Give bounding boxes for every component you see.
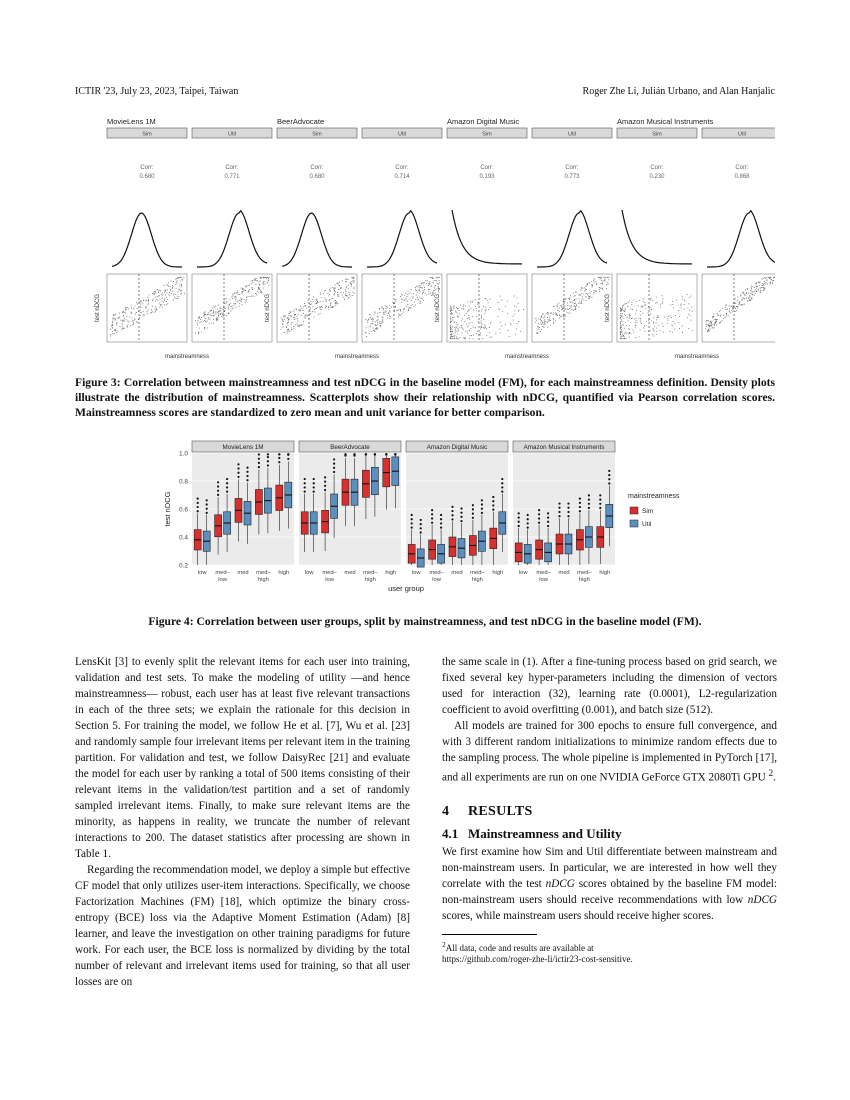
footnote-mark: 2	[442, 939, 446, 949]
fig3-xlabel: mainstreamness	[674, 354, 720, 360]
fig4-outlier	[440, 527, 442, 529]
fig4-xtick: high	[471, 577, 483, 583]
paragraph	[442, 844, 777, 924]
fig4-legend-swatch-sim	[630, 507, 638, 514]
fig4-outlier	[492, 496, 494, 498]
figure-3-caption: Figure 3: Correlation between mainstreamness and test nDCG in the baseline model (FM), for each mainstreamness definition. Density plots illustrate the distribution of mainstreamness. Scatterplots show their relationship with nDCG, quantified via Pearson correlation scores. Mainstreamness scores are standardized to zero mean and unit variance for better comparison.	[75, 376, 775, 419]
footnote	[442, 939, 777, 966]
fig4-outlier	[527, 518, 529, 520]
fig4-outlier	[579, 498, 581, 500]
fig3-corr-label: Corr:	[480, 165, 494, 171]
fig3-density-curve	[197, 211, 267, 267]
fig4-outlier	[217, 490, 219, 492]
fig4-outlier	[287, 453, 289, 455]
fig4-outlier	[304, 486, 306, 488]
fig4-xtick: low	[432, 577, 441, 583]
figure-4-caption: Figure 4: Correlation between user groups, split by mainstreamness, and test nDCG in the baseline model (FM).	[148, 615, 702, 628]
fig4-outlier	[420, 523, 422, 525]
fig4-xtick: low	[539, 577, 548, 583]
fig4-outlier	[481, 512, 483, 514]
paragraph: Regarding the recommendation model, we deploy a simple but effective CF model that only utilizes user-item interactions. Specifically, we choose Factorization Machines (FM) [18], which optimize the binary cross-entropy (BCE) loss via the Adaptive Moment Estimation (Adam) [8] learner, and leave the investigation on other training paradigms for future work. For each user, the BCE loss is normalized by dividing by the total number of relevant and irrelevant items used for training, so that all user losses are on	[75, 864, 410, 988]
fig4-outlier	[420, 519, 422, 521]
fig4-outlier	[333, 463, 335, 465]
fig4-outlier	[481, 508, 483, 510]
fig4-legend-label: Sim	[642, 508, 654, 515]
fig4-outlier	[374, 453, 376, 455]
fig4-facet	[299, 441, 401, 583]
fig4-outlier	[197, 498, 199, 500]
fig3-density-curve	[452, 210, 522, 264]
fig3-corr-value: 0.230	[649, 174, 665, 180]
fig4-outlier	[608, 474, 610, 476]
fig4-outlier	[313, 478, 315, 480]
fig4-outlier	[333, 471, 335, 473]
fig4-outlier	[472, 504, 474, 506]
fig4-outlier	[440, 522, 442, 524]
fig4-xtick: high	[278, 570, 290, 576]
fig3-panel	[605, 117, 775, 360]
fig4-outlier	[588, 498, 590, 500]
subsection-title: Mainstreamness and Utility	[468, 825, 622, 841]
fig4-outlier	[472, 517, 474, 519]
fig4-xtick: low	[325, 577, 334, 583]
fig3-scatter-frame	[532, 274, 612, 342]
fig4-outlier	[451, 510, 453, 512]
fig4-outlier	[558, 502, 560, 504]
fig3-strip-label: Util	[398, 131, 406, 138]
fig3-ylabel: test nDCG	[95, 293, 101, 323]
fig3-strip-label: Util	[228, 131, 236, 138]
fig3-corr-value: 0.868	[734, 174, 750, 180]
fig4-outlier	[411, 518, 413, 520]
fig4-xtick: high	[492, 570, 504, 576]
fig4-outlier	[501, 491, 503, 493]
fig4-outlier	[431, 517, 433, 519]
fig4-xtick: med–	[429, 570, 444, 576]
fig4-ytick: 1.0	[178, 450, 188, 458]
fig4-outlier	[324, 489, 326, 491]
fig4-outlier	[304, 478, 306, 480]
fig4-outlier	[538, 509, 540, 511]
fig4-outlier	[460, 507, 462, 509]
fig4-outlier	[431, 509, 433, 511]
fig4-outlier	[431, 522, 433, 524]
fig3-panel-title: Amazon Musical Instruments	[617, 117, 714, 126]
fig4-xtick: low	[197, 570, 207, 576]
fig4-outlier	[267, 464, 269, 466]
fig4-outlier	[431, 513, 433, 515]
section-title: RESULTS	[468, 803, 533, 819]
fig4-outlier	[344, 453, 346, 455]
fig4-outlier	[226, 482, 228, 484]
fig4-outlier	[547, 516, 549, 518]
fig4-xlabel: user group	[388, 584, 424, 593]
fig4-facet-title: Amazon Digital Music	[426, 444, 488, 451]
fig4-outlier	[579, 510, 581, 512]
fig4-xtick: med–	[470, 570, 485, 576]
footnote-text: All data, code and results are available at	[445, 942, 594, 953]
figure-4	[160, 435, 690, 605]
fig3-corr-value: 0.193	[479, 174, 495, 180]
fig4-outlier	[411, 522, 413, 524]
fig3-strip-label: Sim	[312, 131, 322, 138]
fig4-outlier	[333, 458, 335, 460]
fig4-facet	[513, 441, 615, 583]
fig4-outlier	[451, 506, 453, 508]
fig4-outlier	[547, 525, 549, 527]
fig4-outlier	[217, 485, 219, 487]
fig3-density-curve	[367, 211, 437, 267]
paragraph-text: All models are trained for 300 epochs to ensure full convergence, and with 3 different random initializations to minimize random effects due to the sampling process. The whole pipeline is implemented in PyTorch [17], and all experiments are run on one NVIDIA GeForce GTX 2080Ti GPU	[442, 720, 777, 784]
fig4-outlier	[237, 472, 239, 474]
fig4-outlier	[278, 457, 280, 459]
fig3-corr-value: 0.714	[394, 174, 410, 180]
fig4-outlier	[324, 476, 326, 478]
fig4-outlier	[313, 491, 315, 493]
fig4-ytick: 0.6	[178, 506, 188, 514]
fig4-outlier	[258, 462, 260, 464]
fig4-outlier	[492, 509, 494, 511]
fig3-scatter-frame	[447, 274, 527, 342]
fig4-outlier	[567, 502, 569, 504]
fig4-xtick: med–	[577, 570, 592, 576]
fig4-xtick: med–	[256, 570, 271, 576]
fig4-outlier	[579, 502, 581, 504]
fig3-strip-label: Util	[738, 131, 746, 138]
fig4-outlier	[246, 479, 248, 481]
fig3-ylabel: test nDCG	[605, 293, 611, 323]
left-column	[75, 654, 410, 990]
fig4-xtick: high	[257, 577, 269, 583]
fig4-outlier	[197, 506, 199, 508]
fig4-xtick: med	[237, 570, 249, 576]
fig4-outlier	[324, 481, 326, 483]
fig4-outlier	[472, 508, 474, 510]
fig4-xtick: high	[385, 570, 397, 576]
fig4-outlier	[518, 521, 520, 523]
fig4-outlier	[313, 486, 315, 488]
paragraph: LensKit [3] to evenly split the relevant items for each user into training, validation and test sets. To make the modeling of utility —and hence mainstreamness— robust, each user has at least five relevant transactions in each of the three sets; we explain the rationale for this decision in Section 5. For training the model, we follow He et al. [7], Wu et al. [23] and randomly sample four irrelevant items per relevant item in the training partition. For validation and test, we follow DaisyRec [21] and evaluate the model for each user by ranking a total of 500 items consisting of their relevant items in the validation/test partition and a set of randomly sampled irrelevant items. Finally, to make sure relevant items are the minority, as happens in reality, we truncate the number of relevant interactions to 200. The dataset statistics after processing are shown in Table 1.	[75, 656, 410, 860]
fig4-outlier	[420, 531, 422, 533]
footnote-link[interactable]: https://github.com/roger-zhe-li/ictir23-cost-sensitive.	[442, 954, 633, 965]
fig4-outlier	[237, 476, 239, 478]
fig3-strip-label: Sim	[482, 131, 492, 138]
fig4-ytick: 0.8	[178, 478, 188, 486]
fig4-outlier	[278, 461, 280, 463]
fig3-corr-label: Corr:	[310, 165, 324, 171]
fig4-outlier	[237, 467, 239, 469]
fig4-outlier	[527, 522, 529, 524]
fig3-corr-label: Corr:	[225, 165, 239, 171]
fig3-panel-title: BeerAdvocate	[277, 117, 325, 126]
fig4-outlier	[287, 458, 289, 460]
fig4-xtick: low	[304, 570, 314, 576]
fig4-ylabel: test nDCG	[163, 491, 172, 527]
fig4-outlier	[492, 504, 494, 506]
fig4-xtick: high	[364, 577, 376, 583]
right-column	[442, 654, 777, 966]
section-number: 4	[442, 803, 450, 819]
fig3-xlabel: mainstreamness	[334, 354, 380, 360]
fig4-outlier	[518, 512, 520, 514]
fig4-outlier	[460, 516, 462, 518]
fig3-corr-label: Corr:	[140, 165, 154, 171]
fig4-xtick: med–	[363, 570, 378, 576]
fig4-outlier	[501, 478, 503, 480]
fig4-outlier	[588, 494, 590, 496]
fig4-outlier	[237, 463, 239, 465]
fig4-outlier	[206, 503, 208, 505]
fig4-outlier	[246, 471, 248, 473]
subsection-heading	[442, 826, 777, 842]
fig4-xtick: med	[451, 570, 463, 576]
footnote-ref[interactable]: 2	[768, 769, 774, 779]
fig4-outlier	[558, 507, 560, 509]
fig4-xtick: med–	[536, 570, 551, 576]
fig4-outlier	[420, 527, 422, 529]
paragraph-text: We first examine how Sim and Util differentiate between mainstream and non-mainstream users. In particular, we are interested in how well they correlate with the test	[442, 845, 777, 890]
fig4-outlier	[411, 514, 413, 516]
fig4-xtick: low	[518, 570, 528, 576]
fig4-xtick: high	[578, 577, 590, 583]
fig4-outlier	[394, 453, 396, 455]
fig4-outlier	[226, 486, 228, 488]
fig4-outlier	[226, 478, 228, 480]
fig4-outlier	[460, 512, 462, 514]
figure-3	[75, 112, 775, 367]
fig4-outlier	[267, 456, 269, 458]
fig4-outlier	[267, 453, 269, 455]
fig4-outlier	[547, 512, 549, 514]
fig3-strip-label: Util	[568, 131, 576, 138]
fig3-corr-value: 0.680	[309, 174, 325, 180]
fig3-xlabel: mainstreamness	[504, 354, 550, 360]
fig4-outlier	[304, 491, 306, 493]
fig4-outlier	[588, 503, 590, 505]
fig4-facet-title: Amazon Musical Instruments	[523, 444, 605, 451]
fig3-corr-value: 0.680	[139, 174, 155, 180]
running-header-right: Roger Zhe Li, Julián Urbano, and Alan Hanjalic	[582, 86, 775, 97]
fig4-outlier	[558, 515, 560, 517]
fig3-corr-value: 0.771	[224, 174, 240, 180]
fig4-outlier	[501, 486, 503, 488]
fig4-outlier	[304, 482, 306, 484]
fig4-legend-swatch-util	[630, 520, 638, 527]
fig3-density-curve	[707, 211, 775, 267]
running-header-left: ICTIR '23, July 23, 2023, Taipei, Taiwan	[75, 86, 239, 97]
paragraph: the same scale in (1). After a fine-tuning process based on grid search, we fixed several key hyper-parameters including the dimension of vectors used for interaction (32), learning rate (0.0001), L2-regularization coefficient to avoid overfitting (0.001), and batch size (512).	[442, 656, 777, 716]
fig4-xtick: med–	[215, 570, 230, 576]
footnote-divider	[442, 934, 537, 935]
fig4-outlier	[206, 508, 208, 510]
fig4-outlier	[567, 507, 569, 509]
fig4-outlier	[451, 518, 453, 520]
fig3-corr-label: Corr:	[395, 165, 409, 171]
fig4-outlier	[258, 453, 260, 455]
paragraph: All models are trained for 300 epochs to ensure full convergence, and with 3 different random initializations to minimize random effects due to the sampling process. The whole pipeline is implemented in PyTorch [17], and all experiments are run on one NVIDIA GeForce GTX 2080Ti GPU $^2$.	[442, 720, 777, 784]
fig3-density-curve	[537, 211, 607, 267]
fig4-outlier	[599, 507, 601, 509]
fig3-density-curve	[112, 213, 182, 267]
fig4-facet-title: MovieLens 1M	[222, 444, 264, 451]
fig4-outlier	[579, 506, 581, 508]
fig3-panel	[95, 117, 272, 360]
fig3-panel-title: MovieLens 1M	[107, 117, 156, 126]
fig4-outlier	[197, 502, 199, 504]
fig4-outlier	[411, 527, 413, 529]
fig3-panel	[435, 117, 612, 360]
fig4-outlier	[313, 482, 315, 484]
fig4-xtick: med–	[322, 570, 337, 576]
fig4-outlier	[324, 485, 326, 487]
fig4-outlier	[538, 513, 540, 515]
fig4-outlier	[599, 498, 601, 500]
fig4-legend-label: Util	[642, 521, 652, 528]
fig4-facet	[192, 441, 294, 583]
fig3-scatter-frame	[702, 274, 775, 342]
fig3-xlabel: mainstreamness	[164, 354, 210, 360]
fig4-xtick: high	[599, 570, 611, 576]
fig3-density-curve	[282, 213, 352, 267]
fig3-panel	[265, 117, 442, 360]
fig4-facet	[406, 441, 508, 583]
fig3-strip-label: Sim	[142, 131, 152, 138]
fig3-scatter-frame	[107, 274, 187, 342]
fig4-outlier	[481, 499, 483, 501]
fig4-outlier	[567, 515, 569, 517]
subsection-number: 4.1	[442, 825, 459, 841]
fig4-outlier	[258, 466, 260, 468]
fig4-outlier	[481, 503, 483, 505]
fig3-panel-title: Amazon Digital Music	[447, 117, 520, 126]
fig3-density-curve	[622, 210, 692, 264]
fig4-outlier	[588, 507, 590, 509]
fig4-outlier	[472, 513, 474, 515]
paragraph-text: scores obtained by the baseline FM model: non-mainstream users should receive recommendations with low	[442, 877, 778, 906]
fig4-outlier	[333, 467, 335, 469]
fig4-outlier	[567, 511, 569, 513]
fig4-outlier	[518, 516, 520, 518]
fig3-corr-label: Corr:	[650, 165, 664, 171]
fig4-outlier	[246, 475, 248, 477]
fig4-outlier	[353, 453, 355, 455]
fig4-outlier	[492, 500, 494, 502]
fig4-outlier	[527, 527, 529, 529]
fig4-outlier	[547, 521, 549, 523]
fig4-outlier	[440, 514, 442, 516]
fig3-ylabel: test nDCG	[435, 293, 441, 323]
fig4-outlier	[440, 518, 442, 520]
fig4-outlier	[206, 499, 208, 501]
fig4-outlier	[267, 460, 269, 462]
fig4-outlier	[538, 517, 540, 519]
fig4-outlier	[608, 478, 610, 480]
fig4-ytick: 0.2	[178, 562, 188, 570]
fig4-ytick: 0.4	[178, 534, 188, 542]
fig4-outlier	[197, 510, 199, 512]
fig4-outlier	[217, 481, 219, 483]
fig4-xtick: med	[558, 570, 570, 576]
section-heading	[442, 804, 777, 820]
fig3-corr-label: Corr:	[565, 165, 579, 171]
fig4-xtick: low	[411, 570, 421, 576]
fig3-scatter-frame	[617, 274, 697, 342]
fig4-outlier	[258, 458, 260, 460]
emphasis: nDCG	[545, 877, 575, 890]
fig4-xtick: med	[344, 570, 356, 576]
fig4-legend-title: mainstreamness	[628, 493, 680, 500]
fig4-outlier	[460, 520, 462, 522]
fig4-outlier	[501, 482, 503, 484]
fig4-outlier	[608, 470, 610, 472]
fig4-facet-title: BeerAdvocate	[330, 444, 370, 451]
fig4-outlier	[385, 453, 387, 455]
fig4-outlier	[527, 514, 529, 516]
fig4-outlier	[246, 466, 248, 468]
fig4-outlier	[558, 511, 560, 513]
emphasis: nDCG	[747, 893, 777, 906]
fig4-outlier	[538, 522, 540, 524]
fig3-ylabel: test nDCG	[265, 293, 271, 323]
fig4-outlier	[608, 482, 610, 484]
fig3-corr-label: Corr:	[735, 165, 749, 171]
fig4-outlier	[599, 503, 601, 505]
fig4-outlier	[278, 453, 280, 455]
fig3-corr-value: 0.773	[564, 174, 580, 180]
fig4-outlier	[206, 512, 208, 514]
fig3-strip-label: Sim	[652, 131, 662, 138]
paragraph-text: scores, while mainstream users should receive higher scores.	[442, 909, 714, 922]
fig4-xtick: low	[218, 577, 227, 583]
fig4-outlier	[518, 525, 520, 527]
fig4-outlier	[365, 453, 367, 455]
fig4-outlier	[599, 494, 601, 496]
fig4-outlier	[451, 514, 453, 516]
fig4-outlier	[217, 494, 219, 496]
fig4-outlier	[226, 491, 228, 493]
